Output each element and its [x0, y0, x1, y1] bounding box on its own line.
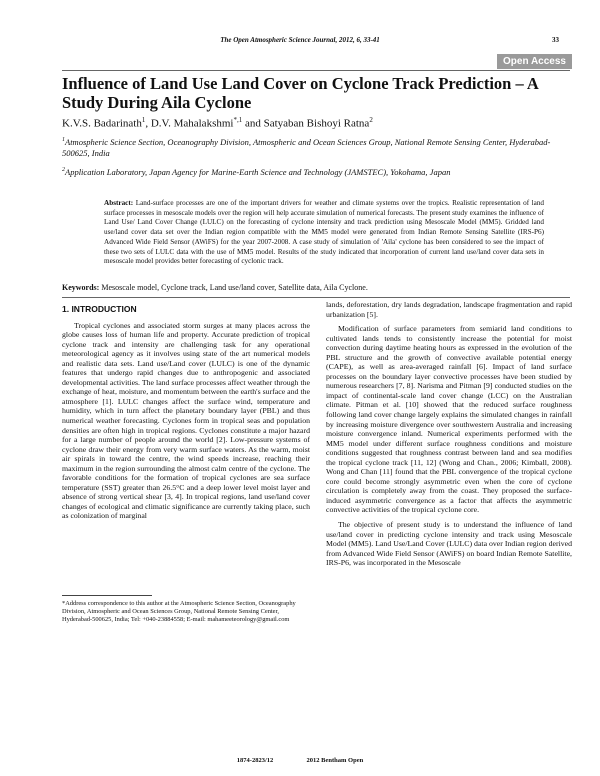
issn: 1874-2823/12 [236, 757, 274, 764]
page-number: 33 [552, 36, 559, 44]
keywords-label: Keywords: [62, 283, 100, 292]
affiliation [62, 135, 562, 159]
author-name: D.V. Mahalakshmi [150, 117, 234, 130]
keywords [62, 283, 562, 292]
page-footer [0, 757, 600, 764]
affiliation [62, 165, 562, 178]
abstract-label: Abstract: [104, 199, 134, 207]
footnote-rule [62, 595, 152, 596]
abstract-text: Land-surface processes are one of the important drivers for weather and climate systems over the tropics. Realistic representation of land surface processes in mesoscale models over the region will help accurate simulation of numerical forecasts. The present study examines the influence of Land Use/ Land Cover Change (LULC) on the forecasting of cyclone intensity and track prediction using Mesoscale Model (MM5). Gridded land use/land cover data set over the Indian region compatible with the MM5 model were generated from Indian Remote Sensing Satellite (IRS-P6) Advanced Wide Field Sensor (AWiFS) for the year 2007-2008. A case study of simulation of 'Aila' cyclone has been considered to see the impact of these two sets of LULC data with the use of MM5 model. Results of the study indicated that incorporation of current land use/land cover data sets in mesoscale model provides better forecasting of cyclonic track. [104, 199, 545, 266]
article-title: Influence of Land Use Land Cover on Cyclone Track Prediction – A Study During Aila Cyclone [62, 74, 538, 112]
publisher: 2012 Bentham Open [306, 757, 364, 764]
keywords-text: Mesoscale model, Cyclone track, Land use/land cover, Satellite data, Aila Cyclone. [101, 283, 368, 292]
correspondence-footnote: *Address correspondence to this author at the Atmospheric Science Section, Oceanography Division, Atmospheric and Ocean Sciences Group, National Remote Sensing Center, Hyderabad-500625, India; Tel: +040-23884558; E-mail: mahameeteorology@gmail.com [62, 600, 296, 623]
intro-paragraph: Tropical cyclones and associated storm surges at many places across the globe causes loss of human life and property. Accurate prediction of tropical cyclone track and intensity are challenging task for any operational meteorological agency as it involves using state of the art numerical models and realistic data sets. Land use/Land cover (LULC) is one of the dynamic features that undergo rapid changes due to anthropogenic and associated developmental activities. The land surface processes affect weather through the exchange of heat, moisture, and momentum between the earth's surface and the atmosphere [1]. LULC changes affect the surface wind, temperature and humidity, which in turn affect the planetary boundary layer (PBL) and thus numerical weather forecasting. Cyclones form in tropical seas and population densities are often high in tropical regions. Cyclones constitute a major hazard for a large number of people around the world [2]. Low-pressure systems of cyclone draw their energy from very warm surface waters. As the warm, moist air spirals in toward the centre, the wind speeds increase, reaching their maximum in the region surrounding the almost calm centre of the cyclone. The favorable conditions for the formation of tropical cyclones are sea surface temperature (SST) greater than 26.5°C and a deep lower level moist layer and absence of strong vertical shear [3, 4]. In tropical regions, land use/land cover changes of ecological and climatic significance are currently taking place, such as colonization of marginal [62, 320, 310, 521]
body-paragraph: lands, deforestation, dry lands degradation, landscape fragmentation and rapid urbanization [5]. [326, 300, 572, 319]
author-sup: 2 [369, 116, 373, 124]
author-list [62, 116, 562, 130]
header-rule [62, 70, 570, 71]
author-name: K.V.S. Badarinath [62, 117, 142, 130]
affiliation-text: Atmospheric Science Section, Oceanography Division, Atmospheric and Ocean Sciences Group, National Remote Sensing Center, Hyderabad-500625, India [62, 136, 551, 158]
author-name: Satyaban Bishoyi Ratna [263, 117, 370, 130]
left-column [62, 305, 310, 521]
author-sup: *,1 [233, 116, 243, 124]
open-access-badge: Open Access [497, 54, 572, 69]
affiliation-sup: 1 [62, 137, 65, 143]
author-separator: , [145, 117, 151, 130]
body-paragraph: The objective of present study is to understand the influence of land use/land cover in predicting cyclone intensity and track using Mesoscale Model (MM5). Land Use/Land Cover (LULC) data over Indian region derived from Advanced Wide Field Sensor (AWiFS) on board Indian Remote Satellite, IRS-P6, was incorporated in the Mesoscale [326, 520, 572, 568]
author-separator: and [242, 117, 264, 130]
right-column [326, 300, 572, 568]
journal-citation: The Open Atmospheric Science Journal, 2012, 6, 33-41 [220, 36, 380, 44]
body-paragraph: Modification of surface parameters from semiarid land conditions to cultivated lands tends to consistently increase the potential for moist convection during daytime heating hours as expressed in the evolution of the PBL structure and the growth of convective available potential energy (CAPE), as well as area-averaged rainfall [6]. Impact of land surface processes on the boundary layer convective processes have been studied by numerous researchers [7, 8]. Narisma and Pitman [9] conducted studies on the impact of continental-scale land cover change (LCC) on the Australian climate. Pitman et al. [10] showed that the reduced surface roughness following land cover change largely explains the simulated changes in rainfall by increasing moisture divergence over southwestern Australia and increasing moisture convergence inland. Numerical experiments performed with the MM5 model under different surface roughness conditions and moisture conditions suggested that roughness contrast between land and sea modifies the tropical cyclone track [11, 12] (Wong and Chan., 2006; Kimball, 2008). Wong and Chan [11] found that the PBL convergence of the tropical cyclone core could become strongly asymmetric even when the core of cyclone circulation is completely away from the coast. They proposed the surface-induced asymmetric convergence as a factor that affects the asymmetric convective activities of the tropical cyclone core. [326, 324, 572, 515]
section-rule [62, 297, 570, 298]
affiliation-sup: 2 [62, 167, 65, 173]
author-sup: 1 [141, 116, 146, 124]
section-heading: 1. INTRODUCTION [62, 304, 137, 314]
abstract [104, 199, 544, 267]
affiliation-text: Application Laboratory, Japan Agency for Marine-Earth Science and Technology (JAMSTEC), Yokohama, Japan [65, 166, 451, 177]
